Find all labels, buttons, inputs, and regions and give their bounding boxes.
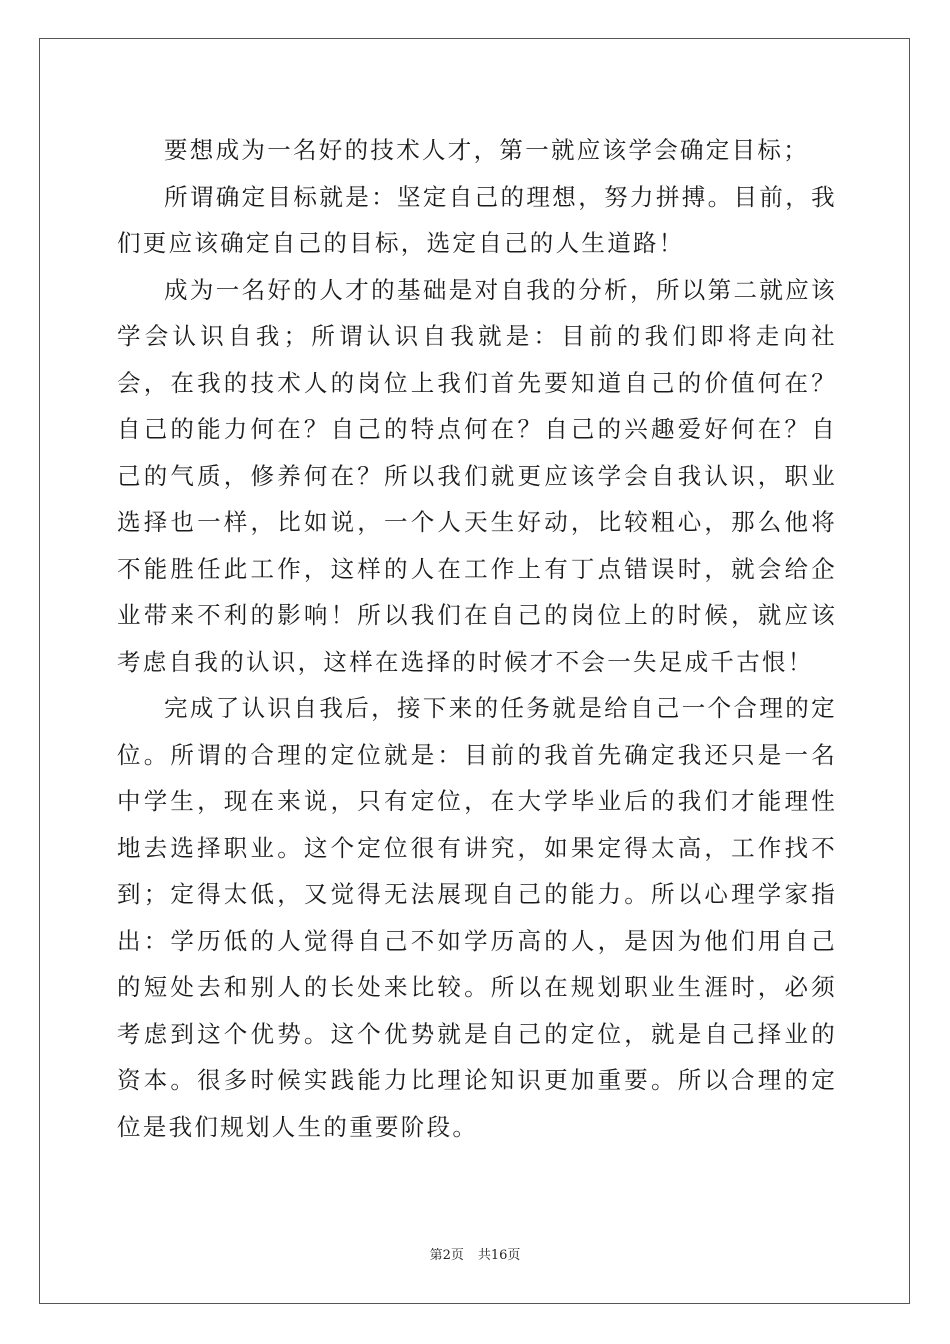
paragraph-4: 完成了认识自我后，接下来的任务就是给自己一个合理的定位。所谓的合理的定位就是：目前的我首先确定我还只是一名中学生，现在来说，只有定位，在大学毕业后的我们才能理性地去选择职业。这个定位很有讲究，如果定得太高，工作找不到；定得太低，又觉得无法展现自己的能力。所以心理学家指出：学历低的人觉得自己不如学历高的人，是因为他们用自己的短处去和别人的长处来比较。所以在规划职业生涯时，必须考虑到这个优势。这个优势就是自己的定位，就是自己择业的资本。很多时候实践能力比理论知识更加重要。所以合理的定位是我们规划人生的重要阶段。 <box>117 694 837 1141</box>
page-total: 共16页 <box>477 1248 521 1263</box>
paragraph-2: 所谓确定目标就是：坚定自己的理想，努力拼搏。目前，我们更应该确定自己的目标，选定自己的人生道路！ <box>117 182 837 257</box>
paragraph-1: 要想成为一名好的技术人才，第一就应该学会确定目标； <box>164 136 809 164</box>
page-number: 第2页 <box>429 1248 464 1263</box>
document-body <box>117 127 837 1150</box>
paragraph-3: 成为一名好的人才的基础是对自我的分析，所以第二就应该学会认识自我；所谓认识自我就是：目前的我们即将走向社会，在我的技术人的岗位上我们首先要知道自己的价值何在？自己的能力何在？自己的特点何在？自己的兴趣爱好何在？自己的气质，修养何在？所以我们就更应该学会自我认识，职业选择也一样，比如说，一个人天生好动，比较粗心，那么他将不能胜任此工作，这样的人在工作上有丁点错误时，就会给企业带来不利的影响！所以我们在自己的岗位上的时候，就应该考虑自我的认识，这样在选择的时候才不会一失足成千古恨！ <box>117 275 837 676</box>
page-footer <box>0 1246 950 1266</box>
